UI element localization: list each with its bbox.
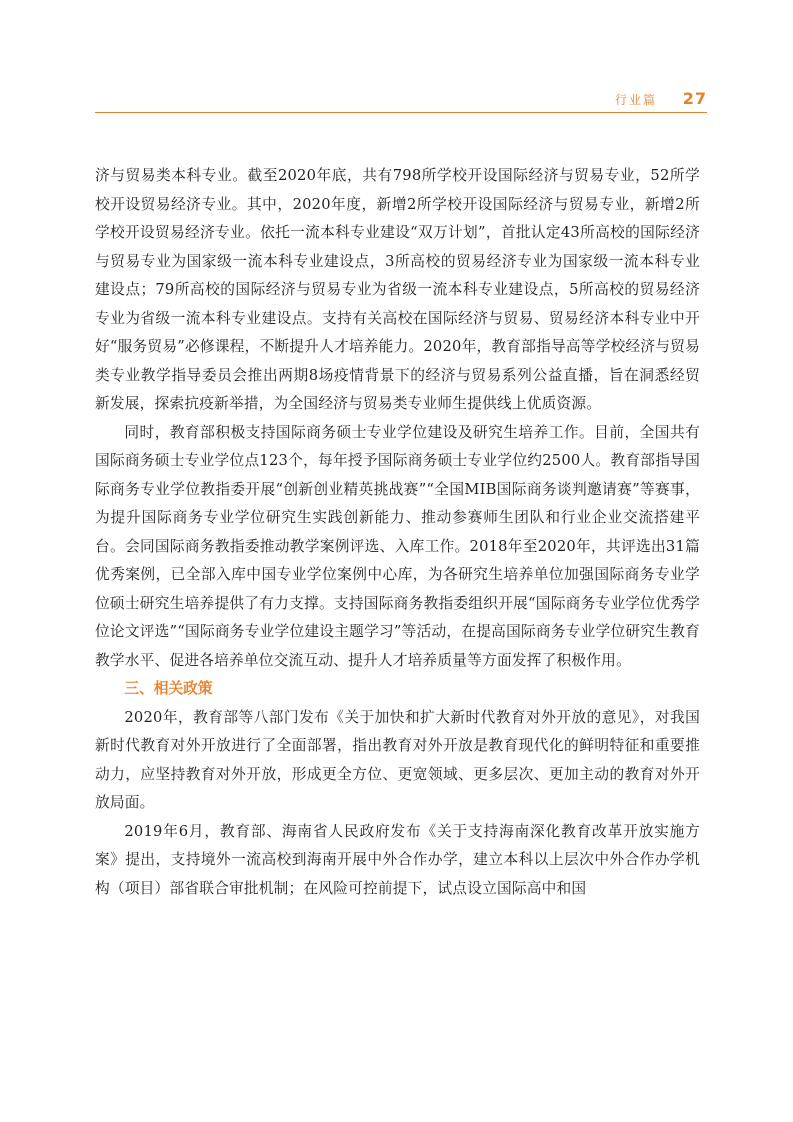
body-paragraph-policy-2020: 2020年，教育部等八部门发布《关于加快和扩大新时代教育对外开放的意见》，对我国新时代教育对外开放进行了全面部署，指出教育对外开放是教育现代化的鲜明特征和重要推动力，应坚持教育对外开放，形成更全方位、更宽领域、更多层次、更加主动的教育对外开放局面。 [95, 708, 700, 811]
page-number: 27 [682, 89, 707, 108]
body-paragraph-continued: 济与贸易类本科专业。截至2020年底，共有798所学校开设国际经济与贸易专业，52所学校开设贸易经济专业。其中，2020年度，新增2所学校开设国际经济与贸易专业，新增2所学校开设贸易经济专业。依托一流本科专业建设“双万计划”，首批认定43所高校的国际经济与贸易专业为国家级一流本科专业建设点，3所高校的贸易经济专业为国家级一流本科专业建设点；79所高校的国际经济与贸易专业为省级一流本科专业建设点，5所高校的贸易经济专业为省级一流本科专业建设点。支持有关高校在国际经济与贸易、贸易经济本科专业中开好“服务贸易”必修课程，不断提升人才培养能力。2020年，教育部指导高等学校经济与贸易类专业教学指导委员会推出两期8场疫情背景下的经济与贸易系列公益直播，旨在洞悉经贸新发展，探索抗疫新举措，为全国经济与贸易类专业师生提供线上优质资源。 [95, 167, 700, 412]
header-divider [95, 112, 707, 113]
body-paragraph-policy-2019: 2019年6月，教育部、海南省人民政府发布《关于支持海南深化教育改革开放实施方案》提出，支持境外一流高校到海南开展中外合作办学，建立本科以上层次中外合作办学机构（项目）部省联合审批机制；在风险可控前提下，试点设立国际高中和国 [95, 822, 700, 897]
section-heading-related-policies: 三、相关政策 [124, 680, 213, 697]
body-paragraph-mib: 同时，教育部积极支持国际商务硕士专业学位建设及研究生培养工作。目前，全国共有国际商务硕士专业学位点123个，每年授予国际商务硕士专业学位约2500人。教育部指导国际商务专业学位教指委开展“创新创业精英挑战赛”“全国MIB国际商务谈判邀请赛”等赛事，为提升国际商务专业学位研究生实践创新能力、推动参赛师生团队和行业企业交流搭建平台。会同国际商务教指委推动教学案例评选、入库工作。2018年至2020年，共评选出31篇优秀案例，已全部入库中国专业学位案例中心库，为各研究生培养单位加强国际商务专业学位硕士研究生培养提供了有力支撑。支持国际商务教指委组织开展“国际商务专业学位优秀学位论文评选”“国际商务专业学位建设主题学习”等活动，在提高国际商务专业学位研究生教育教学水平、促进各培养单位交流互动、提升人才培养质量等方面发挥了积极作用。 [95, 423, 700, 669]
page-body [95, 162, 700, 903]
page-header [95, 91, 707, 113]
header-section-label: 行业篇 [614, 93, 657, 107]
